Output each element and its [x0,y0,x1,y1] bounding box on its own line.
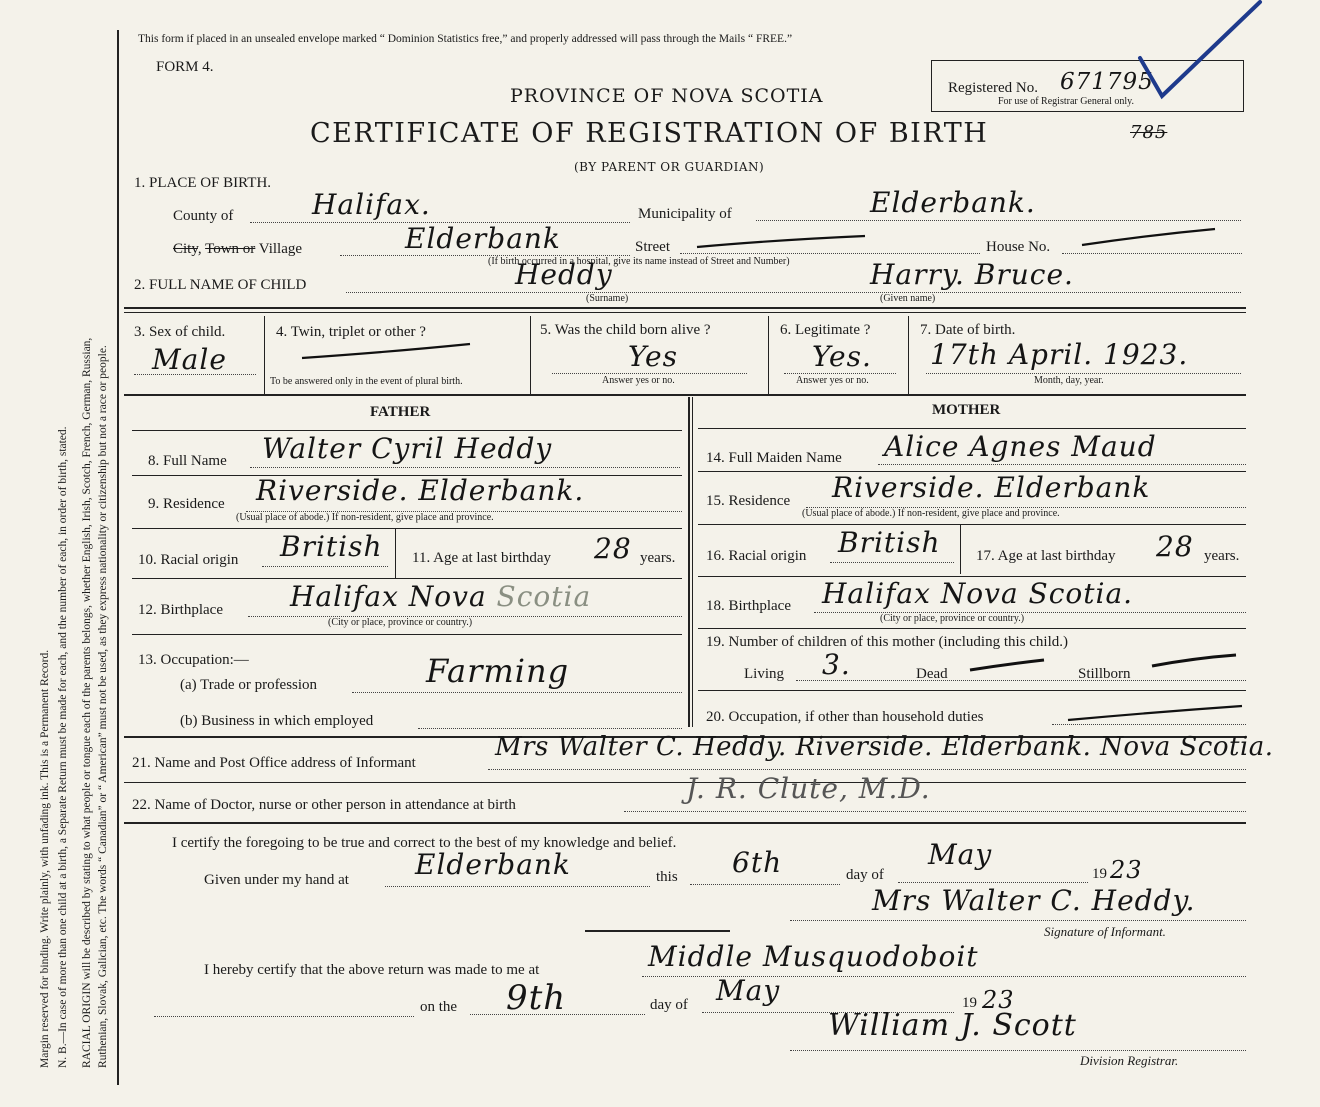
mother-residence-caption: (Usual place of abode.) If non-resident, give place and province. [802,508,1060,519]
mother-children-label: 19. Number of children of this mother (including this child.) [706,634,1069,650]
mother-name-label: 14. Full Maiden Name [706,450,842,466]
registered-label: Registered No. [948,80,1038,96]
village-label: Village [255,241,303,257]
registrar-day-value: 9th [506,978,567,1018]
street-label: Street [635,239,670,255]
registrar-place-value: Middle Musquodoboit [648,940,979,973]
sex-value: Male [152,343,227,376]
father-birthplace-main: Halifax Nova [290,580,487,613]
registrar-use-note: For use of Registrar General only. [998,96,1134,107]
father-birthplace-value [290,580,591,613]
father-racial-value: British [280,530,383,563]
date-of-birth-caption: Month, day, year. [1034,375,1104,386]
father-name-value: Walter Cyril Heddy [262,432,553,465]
margin-note-racial-origin-2: Ruthenian, Slovak, Galician, etc. The words “ Canadian” or “ American” must not be used, as they express nationality or citizenship but not a race or people. [97,345,109,1068]
mother-residence-label: 15. Residence [706,493,791,509]
child-surname-value: Heddy [515,258,613,291]
mother-birthplace-caption: (City or place, province or country.) [880,613,1025,624]
father-trade-value: Farming [426,652,570,690]
sex-label: 3. Sex of child. [134,324,226,340]
given-year-value: 23 [1110,856,1143,884]
father-residence-label: 9. Residence [148,496,225,512]
margin-note-racial-origin-1: RACIAL ORIGIN will be described by stating to what people or tongue each of the parents belongs, whether English, Irish, Scotch, French, German, Russian, [81,337,93,1068]
mother-occupation-label: 20. Occupation, if other than household duties [706,709,984,725]
surname-caption: (Surname) [586,293,629,304]
legitimate-label: 6. Legitimate ? [780,322,871,338]
registrar-year-value: 23 [982,986,1015,1014]
given-under-label: Given under my hand at [204,872,349,888]
county-value: Halifax. [312,188,431,221]
mother-age-value: 28 [1156,530,1194,563]
village-value: Elderbank [405,222,561,255]
stillborn-label: Stillborn [1078,666,1131,682]
county-label: County of [173,208,234,224]
father-occupation-label: 13. Occupation:— [138,652,249,668]
registrar-month-value: May [716,974,781,1007]
hospital-note: (If birth occurred in a hospital, give its name instead of Street and Number) [488,256,790,267]
given-day-value: 6th [732,846,783,879]
registrar-signature-caption: Division Registrar. [1080,1053,1179,1068]
living-value: 3. [822,648,851,681]
mother-name-value: Alice Agnes Maud [884,430,1157,463]
date-of-birth-value: 17th April. 1923. [930,338,1189,371]
legitimate-value: Yes. [812,340,872,373]
legitimate-caption: Answer yes or no. [796,375,869,386]
municipality-label: Municipality of [638,206,732,222]
municipality-value: Elderbank. [870,186,1036,219]
father-name-label: 8. Full Name [148,453,227,469]
mother-occupation-dash-stroke [1066,702,1246,724]
registrar-on-the-label: on the [420,999,458,1015]
date-of-birth-label: 7. Date of birth. [920,322,1016,338]
father-birthplace-label: 12. Birthplace [138,602,223,618]
side-number: 785 [1130,122,1168,143]
alive-caption: Answer yes or no. [602,375,675,386]
city-struck: City [173,241,198,257]
alive-label: 5. Was the child born alive ? [540,322,711,338]
informant-signature-caption: Signature of Informant. [1044,924,1166,939]
mother-age-unit: years. [1204,548,1240,564]
house-number-label: House No. [986,239,1051,255]
mother-residence-value: Riverside. Elderbank [832,471,1151,504]
father-age-unit: years. [640,550,676,566]
twin-note: To be answered only in the event of plural birth. [270,376,463,387]
form-number: FORM 4. [156,59,214,75]
father-racial-label: 10. Racial origin [138,552,239,568]
city-sep: , [197,241,206,257]
dead-dash-stroke [968,656,1048,674]
informant-label: 21. Name and Post Office address of Informant [132,755,416,771]
twin-dash-stroke [300,340,475,362]
given-month-value: May [928,838,993,871]
doctor-label: 22. Name of Doctor, nurse or other person in attendance at birth [132,797,516,813]
given-place-value: Elderbank [415,848,571,881]
informant-signature: Mrs Walter C. Heddy. [872,884,1196,917]
mother-age-label: 17. Age at last birthday [976,548,1116,564]
registrar-day-of-label: day of [650,997,688,1013]
place-of-birth-heading: 1. PLACE OF BIRTH. [134,175,272,191]
margin-note-multiple-births: N. B.—In case of more than one child at a birth, a Separate Return must be made for each, and the number of each, in order of birth, stated. [57,426,69,1068]
province-heading: PROVINCE OF NOVA SCOTIA [510,85,824,107]
father-birthplace-faded: Scotia [496,580,592,613]
registrar-statement: I hereby certify that the above return was made to me at [204,962,540,978]
father-age-value: 28 [594,532,632,565]
father-residence-value: Riverside. Elderbank. [256,474,585,507]
this-label: this [656,869,678,885]
certification-statement: I certify the foregoing to be true and correct to the best of my knowledge and belief. [172,835,677,851]
stillborn-dash-stroke [1150,652,1240,670]
living-label: Living [744,666,784,682]
mail-notice: This form if placed in an unsealed envelope marked “ Dominion Statistics free,” and properly addressed will pass through the Mails “ FREE.” [138,33,793,45]
father-birthplace-caption: (City or place, province or country.) [328,617,473,628]
house-dash-stroke [1080,225,1220,249]
mother-racial-value: British [838,526,941,559]
father-residence-caption: (Usual place of abode.) If non-resident, give place and province. [236,512,494,523]
child-name-label: 2. FULL NAME OF CHILD [134,277,307,293]
certificate-title: CERTIFICATE OF REGISTRATION OF BIRTH [310,118,989,149]
certificate-subtitle: (BY PARENT OR GUARDIAN) [574,160,765,174]
informant-value: Mrs Walter C. Heddy. Riverside. Elderbank. Nova Scotia. [495,732,1274,762]
father-trade-label: (a) Trade or profession [180,677,318,693]
child-given-value: Harry. Bruce. [870,258,1074,291]
given-day-of-label: day of [846,867,884,883]
city-town-village-label [173,241,302,258]
registrar-year-prefix: 19 [962,995,977,1011]
mother-birthplace-label: 18. Birthplace [706,598,791,614]
given-year-prefix: 19 [1092,866,1107,882]
registrar-signature: William J. Scott [828,1008,1077,1043]
street-dash-stroke [695,232,870,252]
registered-number: 671795 [1060,69,1154,95]
mother-racial-label: 16. Racial origin [706,548,807,564]
margin-note-binding: Margin reserved for binding. Write plainly, with unfading ink. This is a Permanent Record. [39,649,51,1068]
twin-label: 4. Twin, triplet or other ? [276,324,426,340]
mother-heading: MOTHER [932,402,1001,418]
check-mark-icon [1120,0,1270,110]
dead-label: Dead [916,666,948,682]
alive-value: Yes [628,340,678,373]
father-business-label: (b) Business in which employed [180,713,374,729]
father-heading: FATHER [370,404,431,420]
given-caption: (Given name) [880,293,936,304]
father-age-label: 11. Age at last birthday [412,550,551,566]
town-struck: Town or [205,241,256,257]
binding-margin-line [117,30,119,1085]
doctor-value: J. R. Clute, M.D. [686,772,931,805]
mother-birthplace-value: Halifax Nova Scotia. [822,577,1134,610]
